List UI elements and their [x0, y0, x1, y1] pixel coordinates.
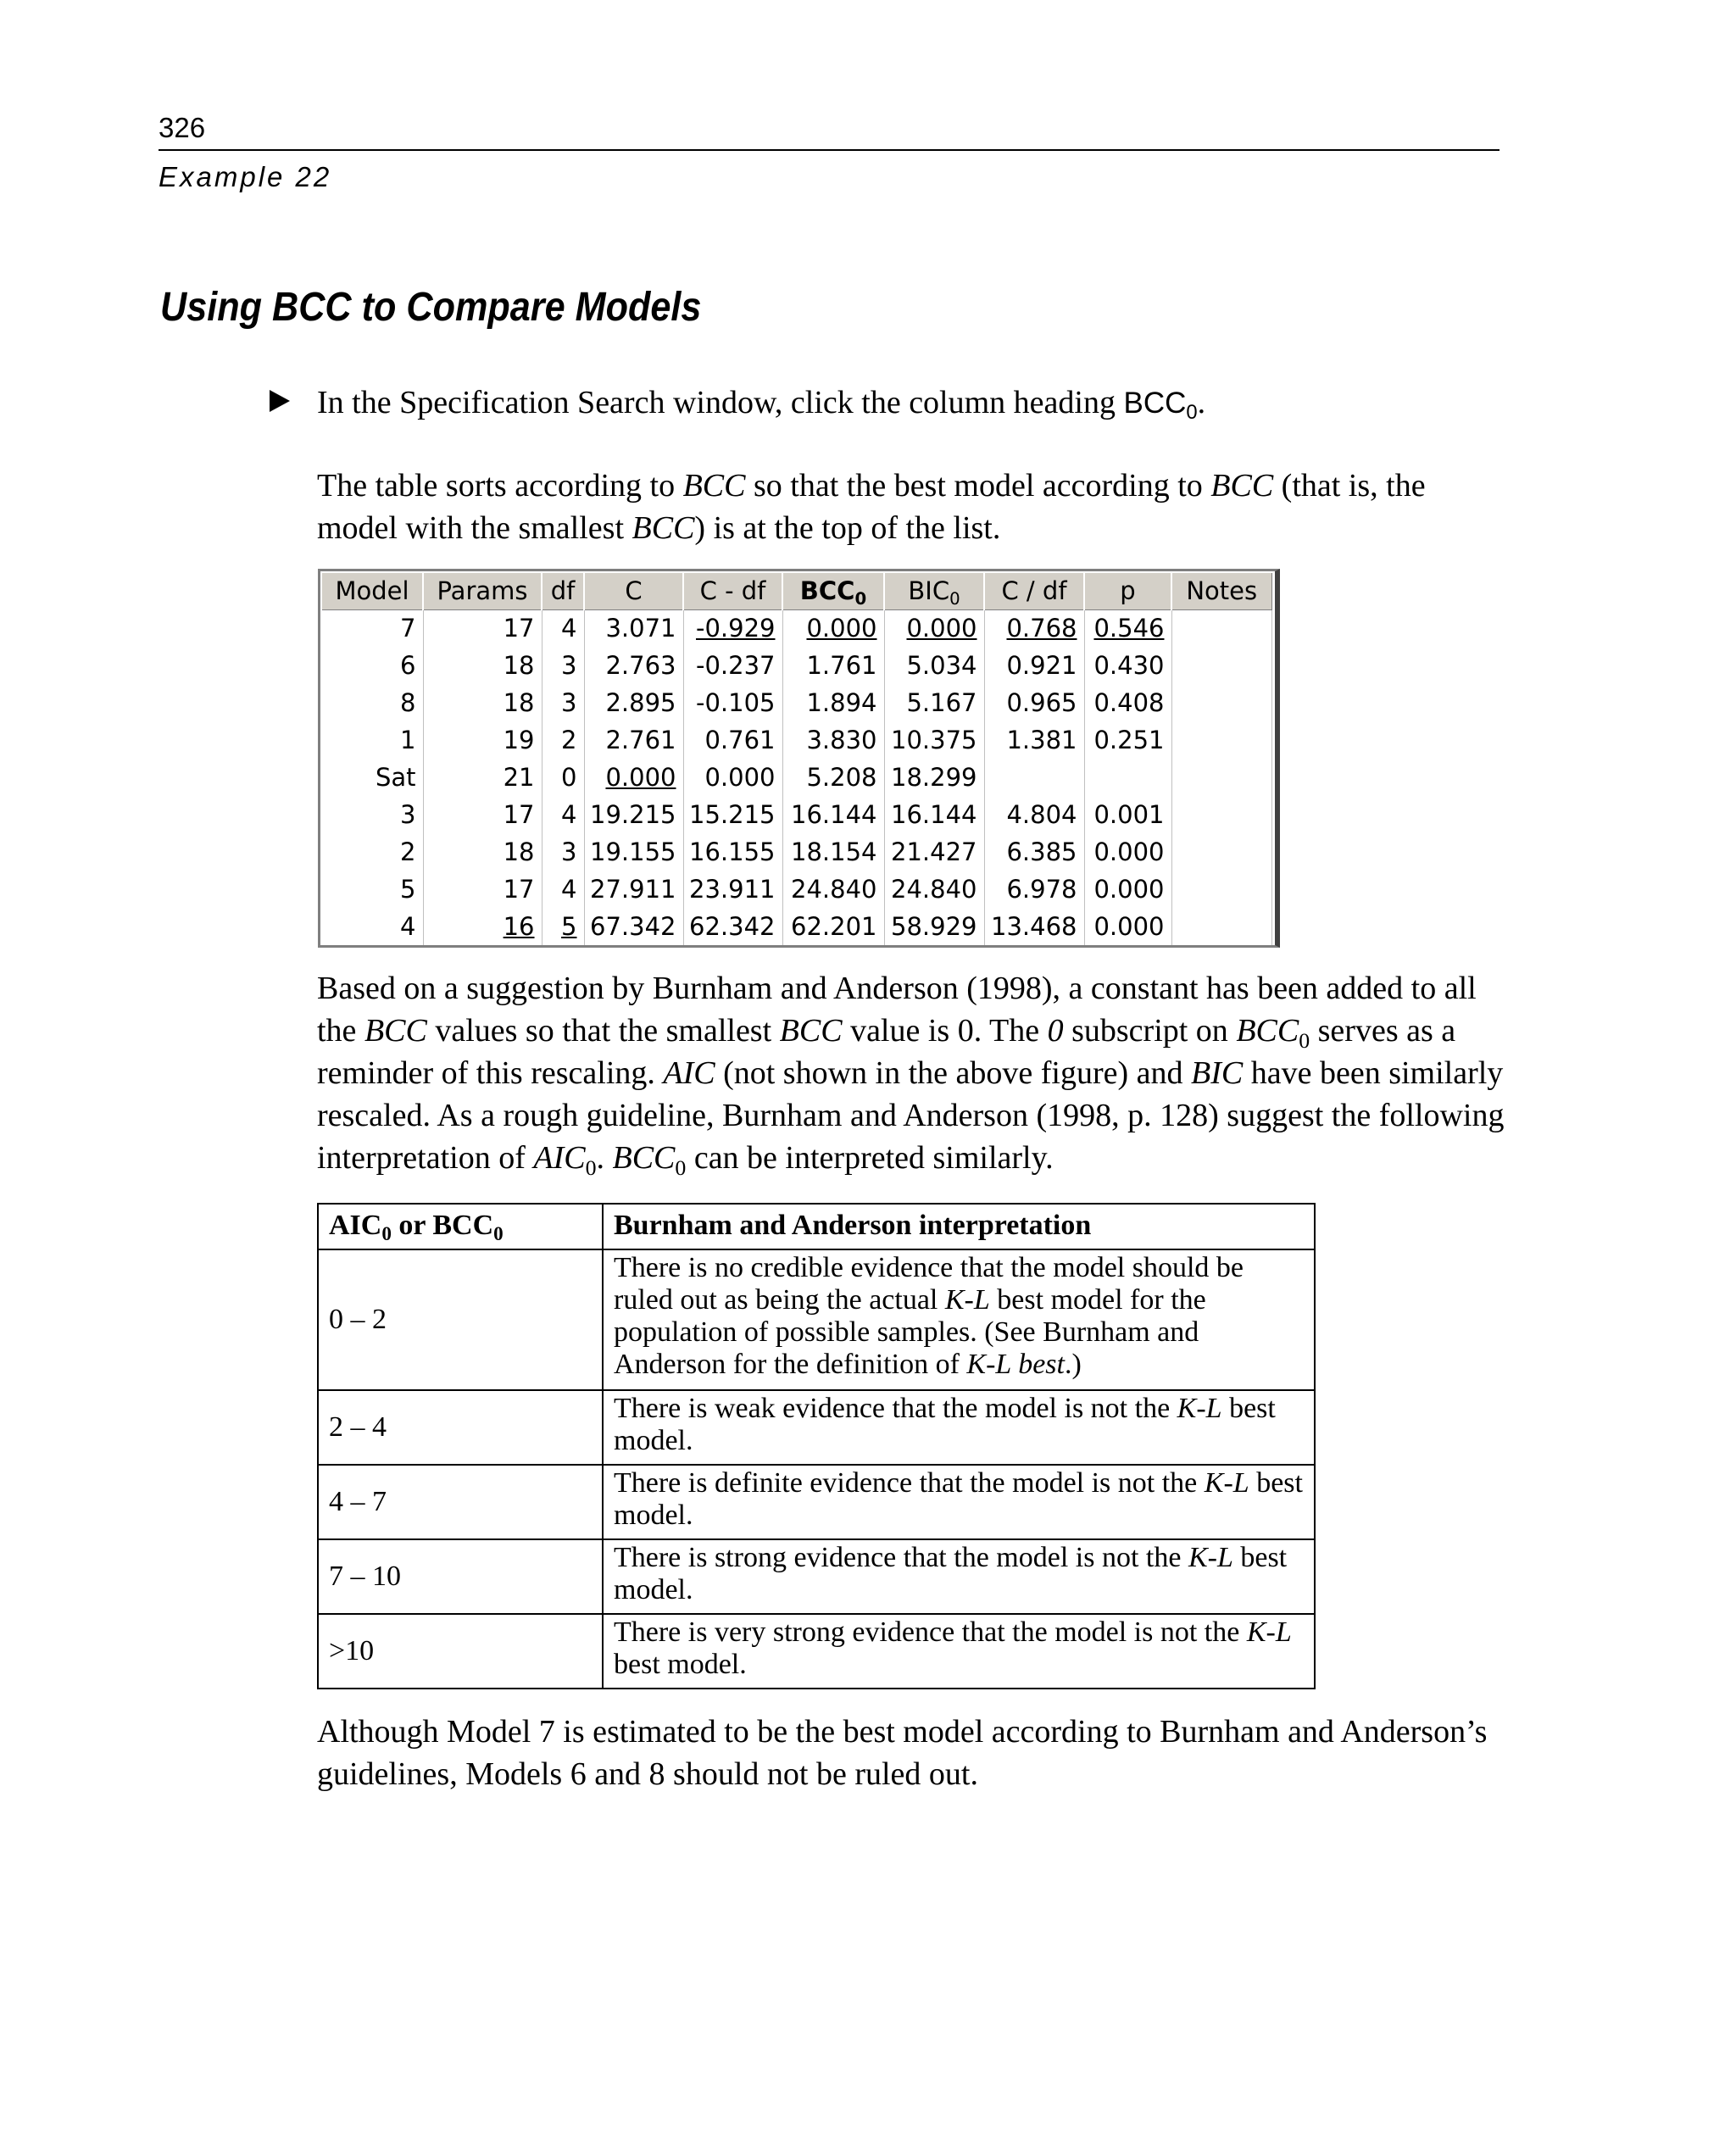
table-cell: 3: [542, 647, 584, 684]
table-cell: 2: [321, 833, 423, 871]
table-cell: 4.804: [984, 796, 1084, 833]
table-cell: 0.000: [1084, 871, 1171, 908]
interpretation-row: [318, 1539, 1315, 1614]
table-cell: 2.763: [584, 647, 683, 684]
range-cell: 2 – 4: [318, 1390, 603, 1465]
table-cell: 1.761: [782, 647, 884, 684]
table-cell: [1171, 908, 1271, 945]
table-cell: [1171, 609, 1271, 647]
table-cell: 16.144: [782, 796, 884, 833]
table-cell: 7: [321, 609, 423, 647]
table-cell: -0.105: [683, 684, 782, 721]
table-header-row: [321, 572, 1271, 609]
table-cell: 0.965: [984, 684, 1084, 721]
table-cell: 0.408: [1084, 684, 1171, 721]
table-row[interactable]: [321, 684, 1271, 721]
table-cell: [1171, 871, 1271, 908]
table-cell: 18: [423, 684, 542, 721]
range-column-header: $AIC_0$ or $BCC_0$: [318, 1204, 603, 1249]
specification-search-table: [320, 571, 1272, 945]
column-heading-c-df[interactable]: C / df: [984, 572, 1084, 609]
table-cell: 0.430: [1084, 647, 1171, 684]
page-number: 326: [159, 112, 206, 143]
table-cell: 16.155: [683, 833, 782, 871]
table-cell: 4: [321, 908, 423, 945]
table-cell: [1171, 796, 1271, 833]
table-cell: 3: [542, 684, 584, 721]
step-bullet-arrow-icon: [270, 390, 290, 412]
table-cell: 18: [423, 647, 542, 684]
range-cell: 7 – 10: [318, 1539, 603, 1614]
table-cell: 13.468: [984, 908, 1084, 945]
header-rule: [159, 149, 1500, 151]
table-cell: 18: [423, 833, 542, 871]
table-cell: 5.208: [782, 759, 884, 796]
table-cell: 3.830: [782, 721, 884, 759]
table-cell: 18.299: [884, 759, 984, 796]
table-cell: 0.000: [1084, 833, 1171, 871]
table-cell: 6.385: [984, 833, 1084, 871]
table-cell: 15.215: [683, 796, 782, 833]
table-cell: 1.381: [984, 721, 1084, 759]
column-heading-df[interactable]: df: [542, 572, 584, 609]
column-heading-c[interactable]: C: [584, 572, 683, 609]
column-heading-bcc0[interactable]: $BCC_0$: [782, 572, 884, 609]
table-cell: 62.342: [683, 908, 782, 945]
table-cell: 6.978: [984, 871, 1084, 908]
table-cell: 16.144: [884, 796, 984, 833]
table-cell: [1084, 759, 1171, 796]
table-cell: 0.251: [1084, 721, 1171, 759]
table-cell: 27.911: [584, 871, 683, 908]
column-heading-c-df[interactable]: C - df: [683, 572, 782, 609]
table-cell: [1171, 759, 1271, 796]
table-cell: 8: [321, 684, 423, 721]
paragraph-conclusion: Although Model 7 is estimated to be the best model according to Burnham and Anderson’s guidelines, Models 6 and 8 should not be ruled out.: [317, 1714, 1488, 1792]
table-cell: 19: [423, 721, 542, 759]
interpretation-cell: There is weak evidence that the model is not the K-L best model.: [603, 1390, 1315, 1465]
table-row[interactable]: [321, 871, 1271, 908]
column-heading-notes[interactable]: Notes: [1171, 572, 1271, 609]
interpretation-column-header: Burnham and Anderson interpretation: [603, 1204, 1315, 1249]
table-cell: 0.000: [683, 759, 782, 796]
column-heading-p[interactable]: p: [1084, 572, 1171, 609]
table-cell: 23.911: [683, 871, 782, 908]
table-cell: 4: [542, 796, 584, 833]
column-heading-params[interactable]: Params: [423, 572, 542, 609]
table-cell: 0: [542, 759, 584, 796]
table-cell: [984, 759, 1084, 796]
table-row[interactable]: [321, 647, 1271, 684]
interpretation-cell: There is strong evidence that the model is not the K-L best model.: [603, 1539, 1315, 1614]
table-cell: 58.929: [884, 908, 984, 945]
table-cell: 0.768: [984, 609, 1084, 647]
table-cell: Sat: [321, 759, 423, 796]
table-cell: 0.761: [683, 721, 782, 759]
table-cell: 2: [542, 721, 584, 759]
table-cell: 16: [423, 908, 542, 945]
bcc0-term: $BCC_0$: [1123, 387, 1198, 425]
table-row[interactable]: [321, 796, 1271, 833]
table-cell: 2.895: [584, 684, 683, 721]
table-cell: 0.921: [984, 647, 1084, 684]
column-heading-model[interactable]: Model: [321, 572, 423, 609]
table-cell: 62.201: [782, 908, 884, 945]
column-heading-bic0[interactable]: $BIC_0$: [884, 572, 984, 609]
table-cell: 10.375: [884, 721, 984, 759]
table-cell: 0.000: [584, 759, 683, 796]
step-instruction: In the Specification Search window, click the column heading $BCC_0$.: [317, 385, 1206, 425]
table-cell: 5.034: [884, 647, 984, 684]
range-cell: 0 – 2: [318, 1249, 603, 1390]
table-cell: 21.427: [884, 833, 984, 871]
specification-search-window: [318, 569, 1280, 948]
range-cell: >10: [318, 1614, 603, 1689]
table-cell: 19.215: [584, 796, 683, 833]
table-cell: 6: [321, 647, 423, 684]
table-cell: 5: [542, 908, 584, 945]
table-row[interactable]: [321, 833, 1271, 871]
table-cell: [1171, 721, 1271, 759]
table-cell: -0.929: [683, 609, 782, 647]
table-cell: 5.167: [884, 684, 984, 721]
table-cell: 0.000: [1084, 908, 1171, 945]
table-cell: 18.154: [782, 833, 884, 871]
section-heading: Using BCC to Compare Models: [160, 285, 702, 330]
table-row[interactable]: [321, 759, 1271, 796]
table-cell: 4: [542, 871, 584, 908]
table-cell: 67.342: [584, 908, 683, 945]
table-cell: 2.761: [584, 721, 683, 759]
table-cell: 5: [321, 871, 423, 908]
table-cell: [1171, 684, 1271, 721]
range-cell: 4 – 7: [318, 1465, 603, 1539]
interpretation-row: [318, 1614, 1315, 1689]
interpretation-cell: There is no credible evidence that the model should be ruled out as being the actual K-L best model for the population of possible samples. (See Burnham and Anderson for the definition of K-L best.): [603, 1249, 1315, 1390]
interpretation-table: [317, 1203, 1316, 1689]
paragraph-sort-explanation: The table sorts according to BCC so that the best model according to BCC (that is, the model with the smallest BCC) is at the top of the list.: [317, 468, 1426, 546]
table-cell: 17: [423, 609, 542, 647]
interpretation-row: [318, 1465, 1315, 1539]
interpretation-cell: There is definite evidence that the model is not the K-L best model.: [603, 1465, 1315, 1539]
table-cell: 0.546: [1084, 609, 1171, 647]
table-cell: 0.000: [884, 609, 984, 647]
table-cell: 19.155: [584, 833, 683, 871]
table-cell: 17: [423, 796, 542, 833]
table-cell: 24.840: [884, 871, 984, 908]
running-title: Example 22: [159, 161, 332, 192]
table-row[interactable]: [321, 609, 1271, 647]
interpretation-header-row: [318, 1204, 1315, 1249]
table-cell: [1171, 833, 1271, 871]
table-cell: -0.237: [683, 647, 782, 684]
interpretation-row: [318, 1390, 1315, 1465]
table-cell: 0.001: [1084, 796, 1171, 833]
interpretation-cell: There is very strong evidence that the model is not the K-L best model.: [603, 1614, 1315, 1689]
table-cell: 17: [423, 871, 542, 908]
table-row[interactable]: [321, 721, 1271, 759]
table-cell: 21: [423, 759, 542, 796]
interpretation-row: [318, 1249, 1315, 1390]
table-cell: 1.894: [782, 684, 884, 721]
table-row[interactable]: [321, 908, 1271, 945]
table-cell: 0.000: [782, 609, 884, 647]
table-cell: 3.071: [584, 609, 683, 647]
table-cell: 3: [542, 833, 584, 871]
table-cell: 4: [542, 609, 584, 647]
paragraph-rescaling: Based on a suggestion by Burnham and Anderson (1998), a constant has been added to all the BCC values so that the smallest BCC value is 0. The 0 subscript on $BCC_0$ serves as a reminder of this rescaling. AIC (not shown in the above figure) and BIC have been similarly rescaled. As a rough guideline, Burnham and Anderson (1998, p. 128) suggest the following interpretation of $AIC_0$. $BCC_0$ can be interpreted similarly.: [317, 971, 1505, 1180]
table-cell: 24.840: [782, 871, 884, 908]
table-cell: [1171, 647, 1271, 684]
table-cell: 3: [321, 796, 423, 833]
table-cell: 1: [321, 721, 423, 759]
